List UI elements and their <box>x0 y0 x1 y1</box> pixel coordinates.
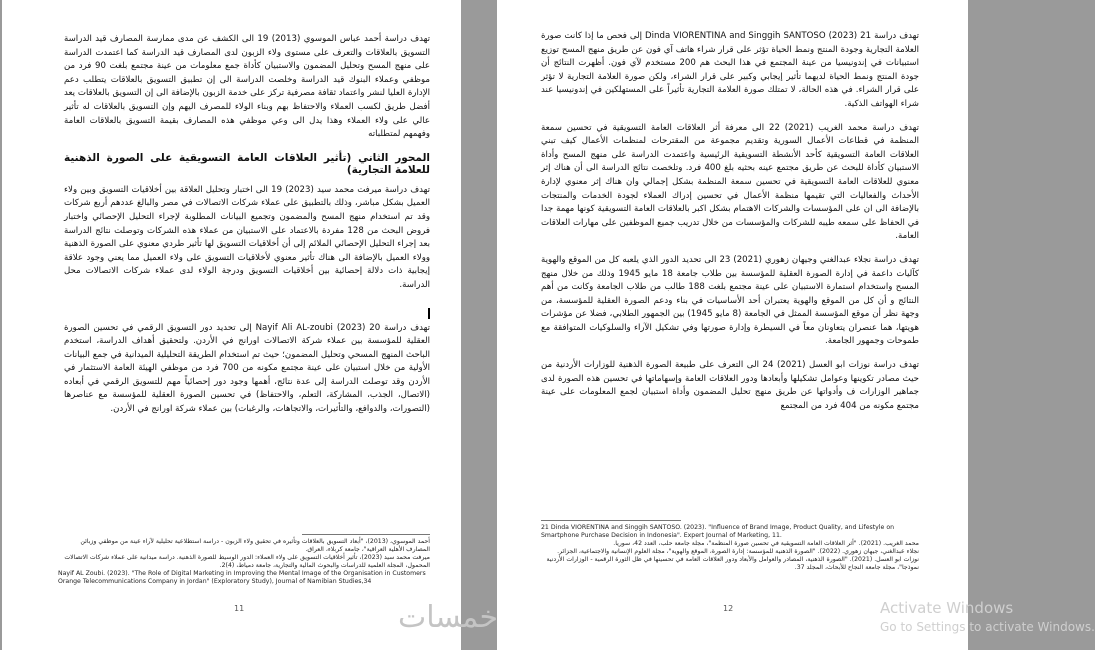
footnote-23: نجلاء عبدالغني، جيهان زهوري. (2022). "الصورة الذهنية للمؤسسة: إدارة الصورة، الموقع والهوية"، مجلة العلوم الإنسانية والاجتماعية، الجزائر. <box>557 547 919 555</box>
footnote-separator <box>302 534 430 535</box>
footnotes-right <box>541 524 919 571</box>
section-heading-axis-two: المحور الثاني (تأثير العلاقات العامة التسويقية على الصورة الذهنية للعلامة التجارية) <box>64 151 430 176</box>
footnote-21: 21 Dinda VIORENTINA and Singgih SANTOSO. (2023). "Influence of Brand Image, Product Quality, and Lifestyle on Smartphone Purchase Decision in Indonesia". Expert Journal of Marketing, 11. <box>541 524 895 539</box>
footnote-22: محمد الغريب. (2021). "أثر العلاقات العامة التسويقية في تحسين صورة المنظمة"، مجلة جامعة حلب، العدد 42، سوريا. <box>613 539 919 547</box>
footnote-19: أحمد الموسوي، (2013)، "أبعاد التسويق بالعلاقات وتأثيره في تحقيق ولاء الزبون - دراسة استطلاعية تحليلية لآراء عينة من موظفي وزبائن المصارف الأهلية العراقية"، جامعة كربلاء، العراق. <box>80 538 430 553</box>
paragraph-nozat: تهدف دراسة نوزات ابو العسل (2021) 24 الى التعرف على طبيعة الصورة الذهنية للوزارات الأردنية من حيث مصادر تكوينها وعوامل تشكيلها وأبعادها ودور العلاقات العامة وإسهاماتها في تحسين هذه الصورة لدى جماهير الوزارات ف وأدواتها عن طريق منهج تحليل المضمون وأداة استبيان لجمع المعلومات على عينة مجتمع مكونه من 404 فرد من المجتمع <box>541 360 919 411</box>
activate-subtitle: Go to Settings to activate Windows. <box>880 620 1095 634</box>
activate-title: Activate Windows <box>880 599 1014 617</box>
site-watermark: خمسات <box>398 600 499 635</box>
footnote-24: نوزات ابو العسل. (2021). "الصورة الذهنية، المصادر والعوامل والأبعاد ودور العلاقات العامة في تحسينها في ظل الثورة الرقمية - الوزارات الأردنية نموذجا"، مجلة جامعة النجاح للأبحاث، المجلد 37. <box>546 555 919 571</box>
document-page-right <box>497 0 968 650</box>
paragraph-mousawi: تهدف دراسة أحمد عباس الموسوي (2013) 19 الى الكشف عن مدى ممارسة المصارف قيد الدراسة التسويق بالعلاقات والتعرف على مستوى ولاء الزبون لدى المصارف قيد الدراسة كما اعتمدت الدراسة على منهج المسح وتحليل المضمون والاستبيان كأداة جمع معلومات من عينة مجتمع بلغت 90 فرد من موظفي وعملاء البنوك قيد الدراسة وخلصت الدراسة الى إن تطبيق التسويق بالعلاقات يتطلب دعم الإدارة العليا لنشر واعتماد ثقافة مصرفية تركز على خدمة الزبون بالإضافة الى إن التسويق بالعلاقات يعد أفضل طريق لكسب العملاء والاحتفاظ بهم وبناء الولاء للمصرف اليهم وإن التسويق بالعلاقات له تأثير عالي على ولاء العملاء وهذا يدل الى وعي موظفي هذه المصارف بقيمة التسويق بالعلاقات العامة وفهمهم لمتطلباته <box>64 34 430 140</box>
footnotes-left <box>58 538 430 585</box>
page-right-body <box>541 30 919 423</box>
paragraph-mervat: تهدف دراسة ميرفت محمد سيد (2023) 19 الى اختبار وتحليل العلاقة بين أخلاقيات التسويق وبين ولاء العميل بشكل مباشر، وذلك بالتطبيق على عملاء شركات الاتصالات في مصر والبالغ عددهم أربع شركات وقد تم استخدام منهج المسح والمضمون وتجميع البيانات المطلوبة لإجراء التحليل الإحصائي واختبار فروض البحث من 128 مفردة بالاعتماد على الاستبيان من عملاء هذه الشركات وتوصلت نتائج الدراسة بعد إجراء التحليل الإحصائي الملائم إلى أن أخلاقيات التسويق لها تأثير طردي معنوي على الصورة الذهنية وولاء العميل بالإضافة الى هناك تأثير معنوي لأخلاقيات التسويق على ولاء العميل مما يعني وجود علاقة إيجابية ذات دلالة إحصائية بين أخلاقيات التسويق ودرجة الولاء لدى عملاء شركات الاتصالات محل الدراسة. <box>64 184 430 290</box>
footnote-20: Nayif AL Zoubi. (2023). "The Role of Digital Marketing in Improving the Mental Image of the Organisation in Customers Orange Telecommunications Company in Jordan" (Exploratory Study), Journal of Namibian Studies,34 <box>58 569 426 585</box>
footnote-19b: ميرفت محمد سيد (2023)، تأثير أخلاقيات التسويق على ولاء العملاء: الدور الوسيط للصورة الذهنية. دراسة ميدانية على عملاء شركات الاتصالات المحمول، المجلة العلمية للدراسات والبحوث المالية والتجارية، جامعة دمياط، (4)2. <box>64 553 430 569</box>
page-number: 11 <box>234 604 245 613</box>
paragraph-alzoubi: تهدف دراسة Nayif Ali AL-zoubi (2023) 20 إلى تحديد دور التسويق الرقمي في تحسين الصورة العقلية للمؤسسة بين عملاء شركة الاتصالات اورانج في الأردن. ولتحقيق أهداف الدراسة، استخدم الباحث المنهج المسحي وتحليل المضمون؛ حيث تم استخدام الطريقة التحليلية الميدانية في جمع البيانات الأولية من خلال استبيان على عينة مجتمع مكونه من 700 فرد من موظفي الهيئة العامة الاستثمار في الأردن وقد توصلت الدراسة إلى عدة نتائج، أهمها وجود دور إحصائياً مهم للتسويق الرقمي في أبعاده (الاتصال، الجذب، المشاركة، التعلم، والاحتفاظ) في تحسين الصورة العقلية للمؤسسة مع عناصرها (التصورات، والدوافع، والتأثيرات، والاتجاهات، والرغبات) بين عملاء شركة اورانج في الأردن. <box>64 322 430 415</box>
page-left-body <box>64 33 430 427</box>
paragraph-viorentina: تهدف دراسة Dinda VIORENTINA and Singgih SANTOSO (2023) 21 إلى فحص ما إذا كانت صورة العلامة التجارية وجودة المنتج ونمط الحياة تؤثر على قرار شراء هاتف آي فون عن طريق منهج المسح توزيع استبيانات في إندونيسيا من عينة المجتمع في هذا البحث هم 200 مستخدم لآي فون. أظهرت النتائج أن جودة المنتج ونمط الحياة لديهما تأثير إيجابي وكبير على قرار الشراء، ولكن صورة العلامة التجارية لا تؤثر على قرار الشراء. في هذه الحالة، لا تمتلك صورة العلامة التجارية تأثيراً على المستهلكين في إندونيسيا عند شراء الهواتف الذكية. <box>541 31 920 109</box>
paragraph-najlaa: تهدف دراسة نجلاء عبدالغني وجيهان زهوري (2021) 23 الى تحديد الدور الذي يلعبه كل من الموقع والهوية كآليات داعمة في إدارة الصورة العقلية للمؤسسة بين طلاب جامعة 18 مايو 1945 وذلك من خلال منهج المسح واستخدام استمارة الاستبيان على عينة مجتمع بلغت 188 طالب من طلاب الجامعة وكانت من أهم النتائج و أن كل من الموقع والهوية يعتبران أحد الأساسيات في بناء ودعم الصورة العقلية للمؤسسة، من وجهة نظر أن موقع المؤسسة الممثل في الجامعة (8 مايو 1945) بين الجمهور الطلابي، فضلا عن مؤشرات هويتها، هما عنصران يتعاونان معاً في السيطرة وإدارة صورتها وفي تشكيل الآراء والسلوكيات المتوافقة مع طموحات وجمهور الجامعة. <box>541 254 919 347</box>
footnote-separator <box>541 520 681 521</box>
page-number: 12 <box>723 604 734 613</box>
activate-windows-notice <box>880 598 1095 636</box>
document-page-left <box>2 0 461 650</box>
text-cursor <box>428 308 430 319</box>
paragraph-ghareeb: تهدف دراسة محمد الغريب (2021) 22 الى معرفة أثر العلاقات العامة التسويقية في تحسين سمعة المنظمة في قطاعات الأعمال السورية وتقديم مجموعة من المقترحات لمنظمات الأعمال كيف تبني العلاقات العامة التسويقية كأحد الأنشطة التسويقية الرئيسية واعتمدت الدراسة على منهج المسح وأداة الاستبيان كأداة للبحث عن طريق مجتمع عينه بحثيه بلغ 400 فرد. وتلخصت نتائج الدراسة الى أن هناك إثر معنوي للعلاقات العامة التسويقية في تحسين سمعة المنظمة بشكل إجمالي وان هناك إثر معنوي لإدارة الأحداث والفعاليات التي تقيمها منظمة الأعمال في تحسين إدراك العملاء لجودة الخدمات والمنتجات بالإضافة الى ان على المؤسسات والشركات الاهتمام بشكل اكبر بالعلاقات العامة التسويقية كونها مهمة جدا في الحفاظ على سمعه طيبه للشركات والمؤسسات من خلال تدريب جميع الموظفين على مهارات العلاقات العامة. <box>541 122 920 242</box>
